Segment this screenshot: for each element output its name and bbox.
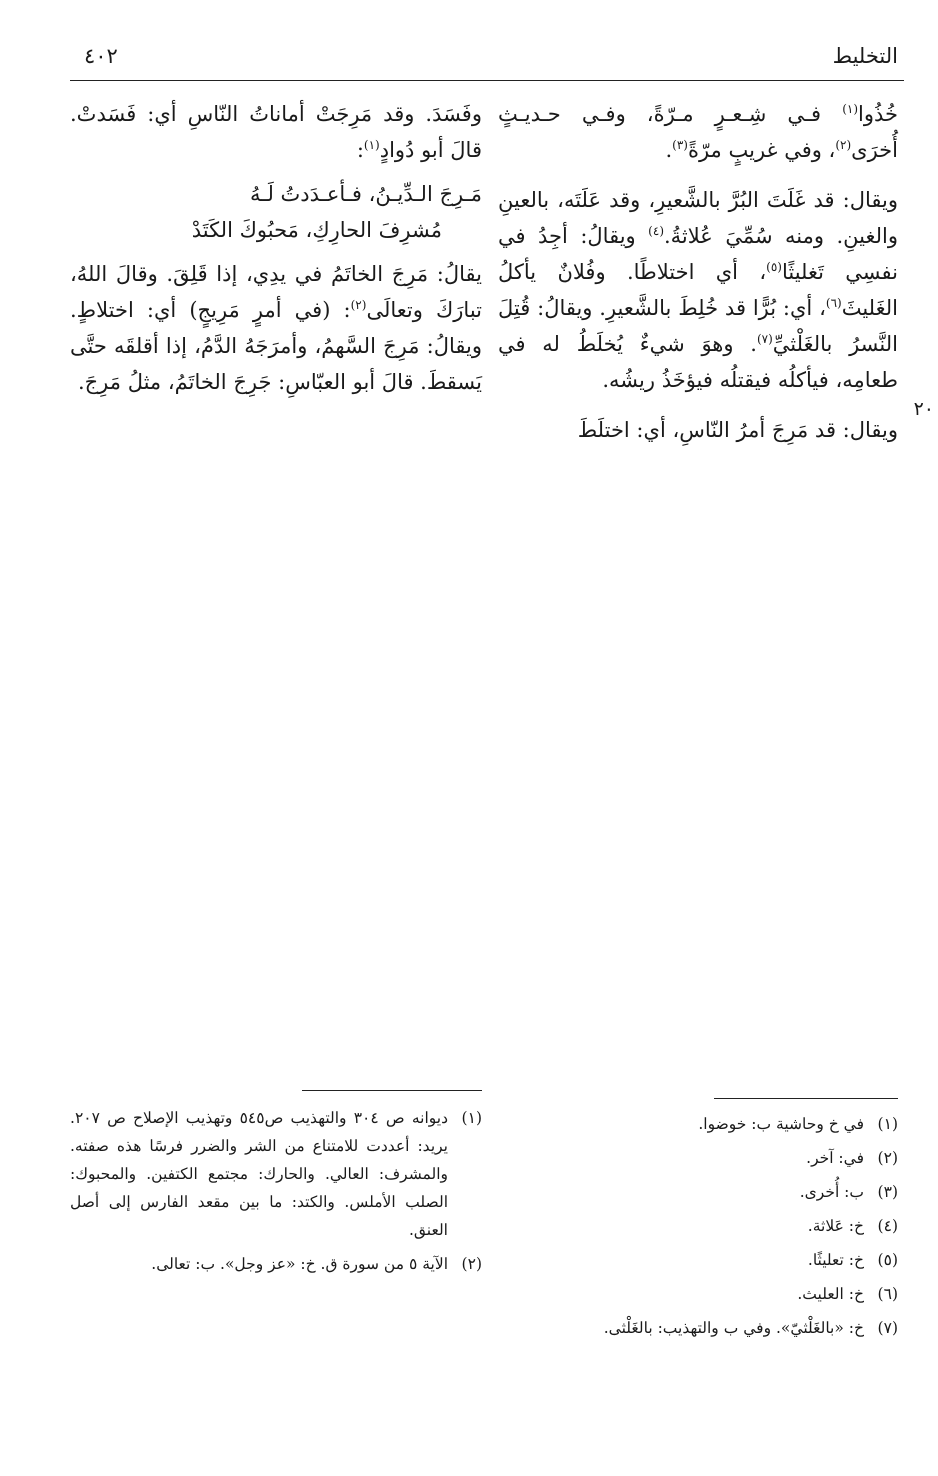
footnote-number: (٦) (877, 1285, 898, 1303)
paragraph (498, 412, 898, 448)
footnote-ref: (٥) (766, 260, 782, 274)
footnote-ref: (٤) (648, 224, 664, 238)
footnote (70, 1104, 482, 1244)
footnote-number: (٣) (877, 1183, 898, 1201)
left-text-column (70, 96, 482, 414)
running-title: التخليط (832, 44, 898, 68)
footnote-ref: (٦) (825, 296, 842, 310)
footnote-number: (١) (461, 1109, 482, 1127)
text-run: . (665, 138, 673, 162)
paragraph (70, 96, 482, 168)
footnote (498, 1178, 898, 1206)
footnote-ref: (٢) (350, 298, 367, 312)
left-footnotes (70, 1104, 482, 1284)
footnote-number: (٢) (461, 1255, 482, 1273)
footnote-ref: (٣) (672, 138, 688, 152)
text-run: يقالُ: مَرِجَ الخاتَمُ في يدِي، إذا قَلِقَ. وقالَ اللهُ، تبارَكَ وتعالَى (70, 262, 482, 322)
page-number: ٤٠٢ (84, 44, 118, 68)
paragraph (70, 256, 482, 400)
footnote (498, 1314, 898, 1342)
footnote-number: (١) (877, 1115, 898, 1133)
footnote-text: خ: العليث. (797, 1285, 864, 1303)
footnote-text: الآية ٥ من سورة ق. خ: «عز وجل». ب: تعالى. (151, 1255, 448, 1273)
footnote-rule (302, 1090, 482, 1091)
text-run: ، أي اختلاطًا. وفُلانٌ يأكلُ الغَليثَ (498, 260, 898, 320)
header-rule (70, 80, 904, 81)
footnote-text: في خ وحاشية ب: خوضوا. (698, 1115, 864, 1133)
footnote-ref: (٢) (835, 138, 852, 152)
right-text-column (498, 96, 898, 462)
verse (70, 176, 482, 248)
paragraph (498, 182, 898, 398)
text-run: ويقال: قد مَرِجَ أمرُ النّاسِ، أي: اختلَطَ (577, 418, 898, 442)
footnote-text: خ: «بالغَلْثيّ». وفي ب والتهذيب: بالغَلْثى. (603, 1319, 864, 1337)
footnote-text: خ: تعليثًا. (807, 1251, 864, 1269)
text-run: . وهوَ شيءٌ يُخلَطُ له في طعامِه، فيأكلُه فيقتلُه فيؤخَذُ ريشُه. (498, 332, 898, 392)
text-run: ، وفي غريبٍ مرّةً (687, 138, 836, 162)
footnote-text: خ: عَلاثة. (807, 1217, 864, 1235)
footnote-number: (٧) (877, 1319, 898, 1337)
footnote (498, 1212, 898, 1240)
text-run: خُذُوا (858, 102, 898, 126)
footnote-ref: (١) (363, 138, 380, 152)
text-run: وفَسَدَ. وقد مَرِجَتْ أماناتُ النّاسِ أي: فَسَدتْ. قالَ أبو دُوادٍ (70, 102, 482, 162)
text-run: ويقال: قد غَلَتَ البُرَّ بالشَّعيرِ، وقد عَلَتَه، بالعينِ والغينِ. ومنه سُمِّيَ عُلاثةُ. (498, 188, 899, 248)
footnote-number: (٥) (877, 1251, 898, 1269)
footnote-ref: (١) (842, 102, 859, 116)
footnote-rule (714, 1098, 898, 1099)
footnote (498, 1110, 898, 1138)
footnote (70, 1250, 482, 1278)
verse-hemistich: مَـرِجَ الـدِّيـنُ، فـأعـدَدتُ لَـهُ (250, 182, 482, 206)
footnote-text: ديوانه ص ٣٠٤ والتهذيب ص٥٤٥ وتهذيب الإصلاح ص ٢٠٧. يريد: أعددت للامتناع من الشر والضرر فرسًا هذه صفته. والمشرف: العالي. والحارك: مجتمع الكتفين. والمحبوك: الصلب الأملس. والكتد: ما بين مقعد الفارس إلى أصل العنق. (70, 1109, 448, 1239)
line-number-marker: ٢٠ (913, 398, 934, 420)
text-run: ويقالُ: أجِدُ في نفسِي تَغليثًا (498, 224, 898, 284)
right-footnotes (498, 1110, 898, 1348)
verse-hemistich: مُشرِفَ الحارِكِ، مَحبُوكَ الكَتَدْ (191, 218, 442, 242)
paragraph (498, 96, 898, 168)
footnote (498, 1280, 898, 1308)
text-run: : (356, 138, 364, 162)
footnote-number: (٢) (877, 1149, 898, 1167)
footnote-text: في: آخر. (806, 1149, 864, 1167)
footnote-text: ب: أُخرى. (799, 1183, 864, 1201)
footnote-ref: (٧) (756, 332, 773, 346)
text-run: ، أي: بُرًّا قد خُلِطَ بالشَّعيرِ. ويقالُ: قُتِلَ النَّسرُ بالغَلْثيِّ (498, 296, 898, 356)
footnote-number: (٤) (877, 1217, 898, 1235)
text-run: فـي شِـعـرٍ مـرّةً، وفـي حـديـثٍ أُخرَى (498, 102, 898, 162)
footnote (498, 1144, 898, 1172)
text-run: : (في أمرٍ مَرِيجٍ) أي: اختلاطٍ. ويقالُ: مَرِجَ السَّهمُ، وأمرَجَهُ الدَّمُ، إذا أقلقَه حتَّى يَسقطَ. قالَ أبو العبّاسِ: جَرِجَ الخاتَمُ، مثلُ مَرِجَ. (70, 298, 482, 394)
footnote (498, 1246, 898, 1274)
